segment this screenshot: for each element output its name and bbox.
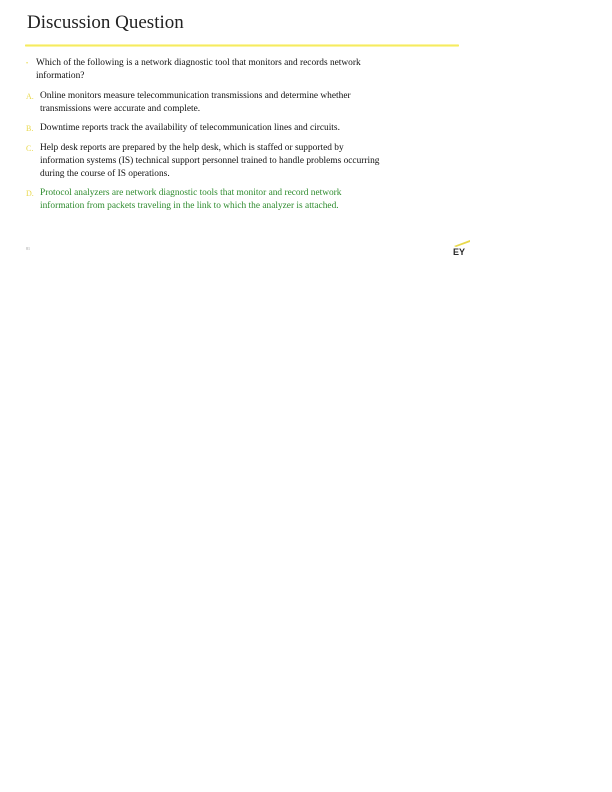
option-a-marker: A.: [26, 92, 34, 101]
option-d-text: [40, 187, 341, 213]
ey-logo-text: EY: [453, 247, 466, 257]
option-line: Protocol analyzers are network diagnostic tools that monitor and record network: [40, 188, 342, 198]
option-line: information from packets traveling in the link to which the analyzer is attached.: [40, 201, 339, 211]
question-bullet: •: [26, 61, 29, 67]
option-d-marker: D.: [26, 189, 34, 198]
option-line: Online monitors measure telecommunication transmissions and determine whether: [40, 91, 351, 101]
question-text: [36, 57, 361, 83]
option-line: information systems (IS) technical support personnel trained to handle problems occurring: [40, 156, 380, 166]
slide-title: Discussion Question: [27, 12, 184, 33]
option-c-text: [40, 142, 380, 181]
slide: [0, 0, 612, 270]
ey-logo: [450, 239, 472, 257]
question-line: Which of the following is a network diagnostic tool that monitors and records network: [36, 58, 361, 68]
question-line: information?: [36, 71, 85, 81]
option-line: Downtime reports track the availability of telecommunication lines and circuits.: [40, 123, 340, 133]
option-a-text: [40, 90, 351, 116]
option-c-marker: C.: [26, 144, 34, 153]
option-b-text: [40, 122, 340, 135]
option-line: transmissions were accurate and complete.: [40, 104, 201, 114]
option-line: during the course of IS operations.: [40, 169, 170, 179]
option-b-marker: B.: [26, 124, 34, 133]
title-underline: [25, 44, 459, 47]
ey-logo-beam: [454, 240, 470, 247]
option-line: Help desk reports are prepared by the help desk, which is staffed or supported by: [40, 143, 344, 153]
page-number: 81: [26, 246, 30, 251]
